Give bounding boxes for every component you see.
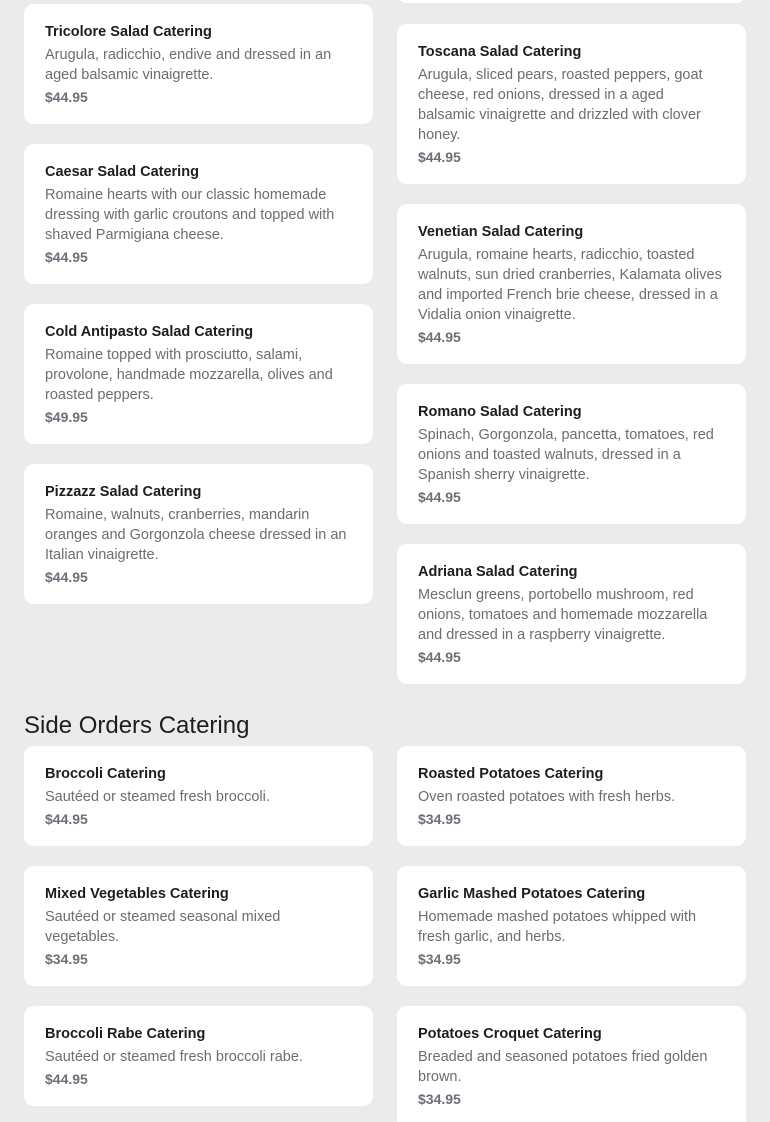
menu-item-description: Arugula, radicchio, endive and dressed in an aged balsamic vinaigrette.: [45, 47, 332, 83]
menu-item-name: Potatoes Croquet Catering: [418, 1026, 602, 1042]
menu-item-description: Oven roasted potatoes with fresh herbs.: [418, 789, 676, 805]
menu-item-price: $44.95: [418, 489, 461, 505]
menu-item-name: Garlic Mashed Potatoes Catering: [418, 886, 646, 902]
menu-item-name: Cold Antipasto Salad Catering: [45, 324, 254, 340]
menu-item-price: $44.95: [45, 249, 88, 265]
menu-item-card[interactable]: [24, 866, 373, 986]
section-title: Side Orders Catering: [24, 712, 250, 739]
menu-item-name: Mixed Vegetables Catering: [45, 886, 229, 902]
menu-item-description: Romaine, walnuts, cranberries, mandarin oranges and Gorgonzola cheese dressed in an Italian vinaigrette.: [45, 507, 347, 563]
menu-item-price: $44.95: [418, 649, 461, 665]
menu-item-name: Toscana Salad Catering: [418, 44, 582, 60]
menu-item-name: Tricolore Salad Catering: [45, 24, 212, 40]
menu-item-description: Mesclun greens, portobello mushroom, red onions, tomatoes and homemade mozzarella and dressed in a raspberry vinaigrette.: [418, 587, 708, 643]
menu-item-name: Adriana Salad Catering: [418, 564, 578, 580]
menu-item-name: Broccoli Catering: [45, 766, 166, 782]
menu-item-name: Venetian Salad Catering: [418, 224, 584, 240]
menu-item-description: Sautéed or steamed fresh broccoli rabe.: [45, 1049, 303, 1065]
menu-item-description: Breaded and seasoned potatoes fried golden brown.: [418, 1049, 708, 1085]
menu-item-card[interactable]: [24, 304, 373, 444]
menu-item-card[interactable]: [24, 746, 373, 846]
menu-item-card[interactable]: [24, 4, 373, 124]
menu-item-price: $44.95: [418, 329, 461, 345]
menu-item-price: $44.95: [45, 1071, 88, 1087]
menu-item-card[interactable]: [397, 384, 746, 524]
menu-item-name: Caesar Salad Catering: [45, 164, 199, 180]
menu-item-description: Arugula, romaine hearts, radicchio, toasted walnuts, sun dried cranberries, Kalamata olives and imported French brie cheese, dressed in a Vidalia onion vinaigrette.: [418, 247, 722, 323]
menu-item-card[interactable]: [397, 24, 746, 184]
menu-item-price: $34.95: [418, 811, 461, 827]
menu-item-price: $44.95: [418, 149, 461, 165]
menu-item-description: Sautéed or steamed fresh broccoli.: [45, 789, 270, 805]
menu-item-description: Sautéed or steamed seasonal mixed vegetables.: [45, 909, 281, 945]
menu-item-card[interactable]: [397, 1006, 746, 1122]
menu-item-name: Roasted Potatoes Catering: [418, 766, 604, 782]
menu-item-name: Pizzazz Salad Catering: [45, 484, 202, 500]
menu-item-description: Romaine hearts with our classic homemade dressing with garlic croutons and topped with shaved Parmigiana cheese.: [45, 187, 335, 243]
menu-item-price: $49.95: [45, 409, 88, 425]
menu-item-price: $34.95: [418, 951, 461, 967]
menu-item-price: $34.95: [418, 1091, 461, 1107]
menu-item-price: $34.95: [45, 951, 88, 967]
menu-item-card[interactable]: [397, 866, 746, 986]
menu-item-name: Romano Salad Catering: [418, 404, 582, 420]
menu-item-card[interactable]: [397, 746, 746, 846]
menu-item-card-partial[interactable]: [397, 0, 746, 3]
menu-item-description: Spinach, Gorgonzola, pancetta, tomatoes, red onions and toasted walnuts, dressed in a Spanish sherry vinaigrette.: [418, 427, 714, 483]
menu-item-price: $44.95: [45, 89, 88, 105]
menu-item-price: $44.95: [45, 569, 88, 585]
menu-item-description: Homemade mashed potatoes whipped with fresh garlic, and herbs.: [418, 909, 697, 945]
menu-item-price: $44.95: [45, 811, 88, 827]
menu-item-description: Arugula, sliced pears, roasted peppers, goat cheese, red onions, dressed in a aged balsamic vinaigrette and drizzled with clover honey.: [418, 67, 703, 143]
menu-item-name: Broccoli Rabe Catering: [45, 1026, 206, 1042]
menu-item-card[interactable]: [397, 544, 746, 684]
menu-item-card[interactable]: [24, 144, 373, 284]
menu-item-card[interactable]: [24, 464, 373, 604]
menu-item-description: Romaine topped with prosciutto, salami, provolone, handmade mozzarella, olives and roasted peppers.: [45, 347, 333, 403]
menu-item-card[interactable]: [24, 1006, 373, 1106]
menu-item-card[interactable]: [397, 204, 746, 364]
